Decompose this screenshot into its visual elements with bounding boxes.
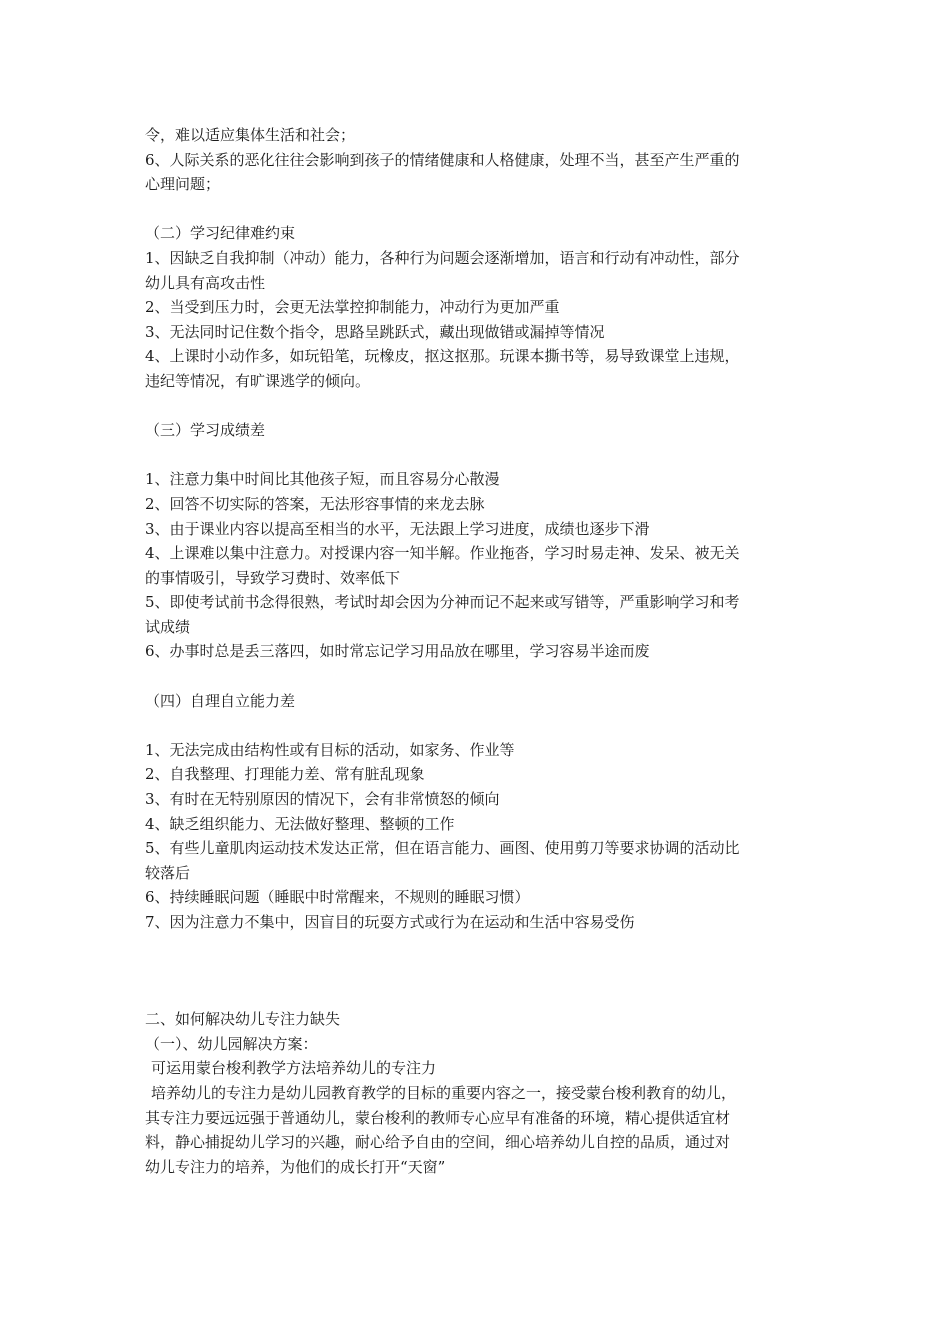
subsection-heading: （一）、幼儿园解决方案： [145, 1034, 318, 1053]
paragraph-line: 其专注力要远远强于普通幼儿，蒙台梭利的教师专心应早有准备的环境，精心提供适宜材 [145, 1108, 731, 1127]
paragraph-line: 4、上课时小动作多，如玩铅笔，玩橡皮，抠这抠那。玩课本撕书等，易导致课堂上违规， [145, 347, 740, 366]
method-line: 可运用蒙台梭利教学方法培养幼儿的专注力 [151, 1059, 437, 1078]
paragraph-line: 1、因缺乏自我抑制（冲动）能力，各种行为问题会逐渐增加，语言和行动有冲动性，部分 [145, 248, 740, 267]
paragraph-line: 的事情吸引，导致学习费时、效率低下 [145, 568, 401, 587]
paragraph-line: 7、因为注意力不集中，因盲目的玩耍方式或行为在运动和生活中容易受伤 [145, 913, 635, 931]
paragraph-line: 试成绩 [145, 617, 191, 636]
paragraph-line: 3、有时在无特别原因的情况下，会有非常愤怒的倾向 [145, 790, 500, 809]
paragraph-line: 幼儿专注力的培养，为他们的成长打开“天窗” [145, 1157, 446, 1176]
section-heading: （三）学习成绩差 [145, 421, 266, 440]
paragraph-line: 6、办事时总是丢三落四，如时常忘记学习用品放在哪里，学习容易半途而废 [145, 642, 650, 661]
paragraph-line: 1、无法完成由结构性或有目标的活动，如家务、作业等 [145, 740, 515, 759]
paragraph-line: 6、持续睡眠问题（睡眠中时常醒来，不规则的睡眠习惯） [145, 888, 530, 907]
document-page [145, 123, 815, 1179]
paragraph-line: 4、缺乏组织能力、无法做好整理、整顿的工作 [145, 814, 455, 833]
paragraph-line: 2、当受到压力时，会更无法掌控抑制能力，冲动行为更加严重 [145, 298, 560, 317]
paragraph-line: 心理问题； [145, 175, 221, 194]
section-self-care [145, 689, 815, 935]
paragraph-line: 2、回答不切实际的答案，无法形容事情的来龙去脉 [145, 494, 485, 513]
paragraph-line: 3、无法同时记住数个指令，思路呈跳跃式，藏出现做错或漏掉等情况 [145, 322, 605, 341]
paragraph-line: 违纪等情况，有旷课逃学的倾向。 [145, 371, 371, 390]
paragraph-line: 1、注意力集中时间比其他孩子短，而且容易分心散漫 [145, 470, 500, 489]
paragraph-line: 3、由于课业内容以提高至相当的水平，无法跟上学习进度，成绩也逐步下滑 [145, 519, 650, 538]
chapter-heading: 二、如何解决幼儿专注力缺失 [145, 1010, 341, 1029]
paragraph-line: 5、有些儿童肌肉运动技术发达正常，但在语言能力、画图、使用剪刀等要求协调的活动比 [145, 839, 740, 858]
paragraph-line: 料，静心捕捉幼儿学习的兴趣，耐心给予自由的空间，细心培养幼儿自控的品质，通过对 [145, 1133, 731, 1152]
paragraph-line: 4、上课难以集中注意力。对授课内容一知半解。作业拖沓，学习时易走神、发呆、被无关 [145, 544, 740, 563]
section-solutions [145, 1007, 815, 1179]
paragraph-line: 令，难以适应集体生活和社会； [145, 126, 356, 144]
section-learning-discipline [145, 221, 815, 393]
section-heading: （四）自理自立能力差 [145, 691, 296, 710]
paragraph-line: 5、即使考试前书念得很熟，考试时却会因为分神而记不起来或写错等，严重影响学习和考 [145, 593, 740, 612]
paragraph-line: 2、自我整理、打理能力差、常有脏乱现象 [145, 765, 425, 784]
section-social-continuation [145, 123, 815, 197]
section-poor-grades [145, 418, 815, 664]
paragraph-line: 6、人际关系的恶化往往会影响到孩子的情绪健康和人格健康，处理不当，甚至产生严重的 [145, 150, 740, 169]
paragraph-line: 幼儿具有高攻击性 [145, 273, 266, 292]
paragraph-line: 培养幼儿的专注力是幼儿园教育教学的目标的重要内容之一，接受蒙台梭利教育的幼儿， [151, 1083, 737, 1102]
paragraph-line: 较落后 [145, 863, 191, 882]
section-heading: （二）学习纪律难约束 [145, 224, 296, 243]
